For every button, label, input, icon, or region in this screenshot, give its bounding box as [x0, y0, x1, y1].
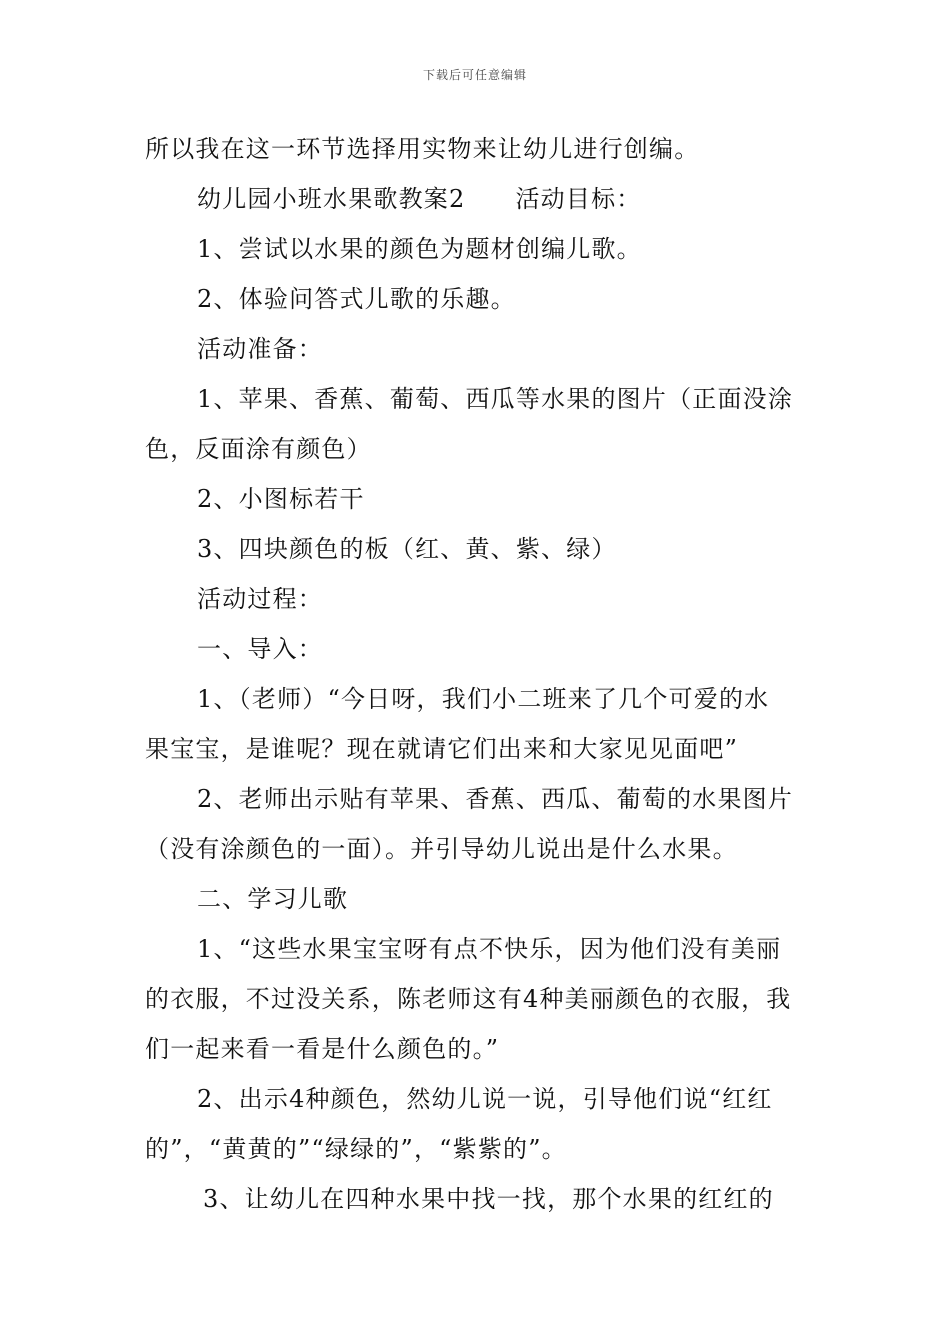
paragraph-line: 的”，“黄黄的”“绿绿的”，“紫紫的”。 — [145, 1135, 567, 1163]
header-note: 下载后可任意编辑 — [422, 68, 527, 82]
list-item: 2、老师出示贴有苹果、香蕉、西瓜、葡萄的水果图片 — [197, 785, 794, 813]
paragraph-line: 果宝宝，是谁呢？现在就请它们出来和大家见见面吧” — [145, 735, 739, 763]
list-item: 3、四块颜色的板（红、黄、紫、绿） — [197, 535, 617, 563]
list-item: 3、让幼儿在四种水果中找一找，那个水果的红红的 — [203, 1185, 774, 1213]
paragraph-line: 的衣服，不过没关系，陈老师这有4种美丽颜色的衣服，我 — [145, 985, 792, 1013]
paragraph-line: 们一起来看一看是什么颜色的。” — [145, 1035, 500, 1063]
list-item: 1、（老师）“今日呀，我们小二班来了几个可爱的水 — [197, 685, 770, 713]
list-item: 1、苹果、香蕉、葡萄、西瓜等水果的图片（正面没涂 — [197, 385, 794, 413]
paragraph-line: （没有涂颜色的一面）。并引导幼儿说出是什么水果。 — [145, 835, 738, 863]
section-heading: 一、导入： — [197, 635, 323, 663]
list-item: 2、小图标若干 — [197, 485, 365, 513]
paragraph-line: 所以我在这一环节选择用实物来让幼儿进行创编。 — [145, 135, 700, 163]
section-heading: 活动过程： — [197, 585, 323, 613]
list-item: 2、体验问答式儿歌的乐趣。 — [197, 285, 516, 313]
document-body — [145, 124, 810, 1224]
list-item: 2、出示4种颜色，然幼儿说一说，引导他们说“红红 — [197, 1085, 773, 1113]
list-item: 1、“这些水果宝宝呀有点不快乐，因为他们没有美丽 — [197, 935, 782, 963]
lesson-title: 幼儿园小班水果歌教案2 — [197, 185, 466, 213]
paragraph-line: 色，反面涂有颜色） — [145, 435, 372, 463]
title-line — [145, 174, 810, 224]
list-item: 1、尝试以水果的颜色为题材创编儿歌。 — [197, 235, 642, 263]
section-heading: 二、学习儿歌 — [197, 885, 349, 913]
section-heading-goals: 活动目标： — [515, 185, 642, 213]
section-heading: 活动准备： — [197, 335, 323, 363]
